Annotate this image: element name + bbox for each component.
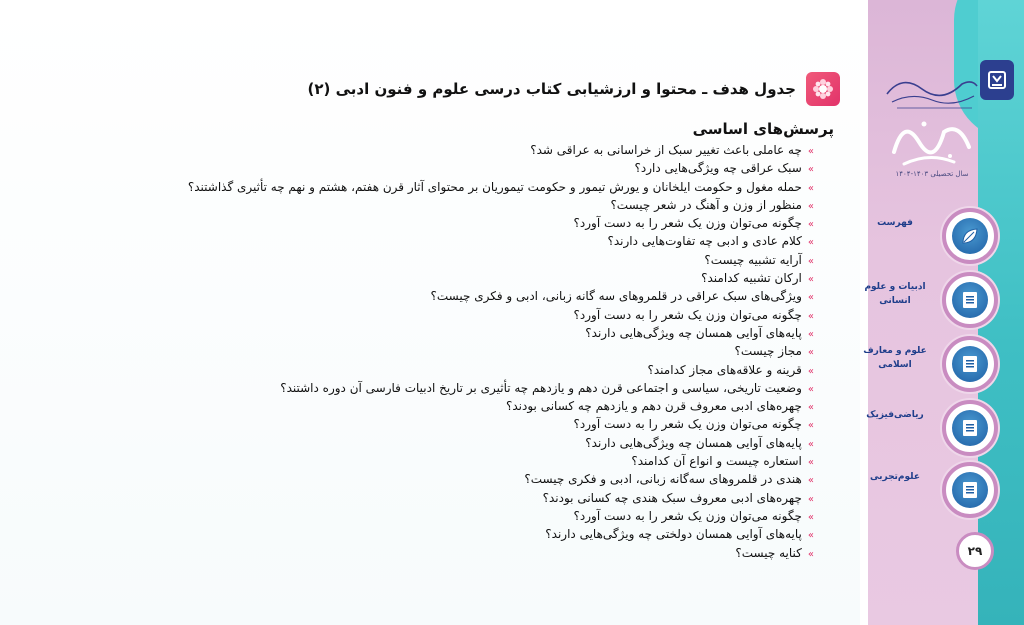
list-item: »منظور از وزن و آهنگ در شعر چیست؟: [610, 197, 814, 212]
page-header: [300, 69, 840, 109]
organization-logo-icon: [882, 64, 982, 114]
bullet-icon: »: [807, 164, 814, 176]
nav-item-label: فهرست: [877, 218, 913, 228]
list-item: »آرایه تشبیه چیست؟: [704, 252, 814, 267]
calligraphy-logo-icon: [884, 112, 980, 174]
nav-item-math-physics[interactable]: [858, 400, 1024, 456]
nav-item-islamic-studies[interactable]: [858, 336, 1024, 392]
list-item: »کنایه چیست؟: [735, 545, 814, 560]
bullet-icon: »: [807, 310, 814, 322]
list-item: »چگونه می‌توان وزن یک شعر را به دست آورد؟: [573, 307, 814, 322]
bullet-icon: »: [807, 200, 814, 212]
list-item: »مجاز چیست؟: [734, 344, 814, 359]
bullet-icon: »: [807, 328, 814, 340]
flower-badge-icon: [806, 72, 840, 106]
bullet-icon: »: [807, 255, 814, 267]
bullet-icon: »: [807, 420, 814, 432]
book-icon: [952, 472, 988, 508]
bullet-icon: »: [807, 237, 814, 249]
school-year-label: سال تحصیلی ۱۴۰۳-۱۴۰۴: [895, 170, 969, 178]
list-item: »پایه‌های آوایی همسان چه ویژگی‌هایی دارند؟: [585, 435, 814, 450]
bullet-icon: »: [807, 530, 814, 542]
list-item: »چگونه می‌توان وزن یک شعر را به دست آورد؟: [573, 508, 814, 523]
ministry-logo-icon: [980, 60, 1014, 100]
section-title: پرسش‌های اساسی: [692, 120, 834, 138]
bullet-icon: »: [807, 219, 814, 231]
list-item: »چهره‌های ادبی معروف قرن دهم و یازدهم چه کسانی بودند؟: [505, 399, 814, 414]
nav-item-label: علوم‌تجربی: [869, 472, 920, 482]
nav-item-contents[interactable]: [858, 208, 1024, 264]
nav-item-label: ادبیات و علوم انسانی: [864, 282, 926, 306]
page-title: جدول هدف ـ محتوا و ارزشیابی کتاب درسی علوم و فنون ادبی (۲): [307, 80, 796, 98]
list-item: »چهره‌های ادبی معروف سبک هندی چه کسانی بودند؟: [542, 490, 814, 505]
bullet-icon: »: [807, 274, 814, 286]
list-item: »چگونه می‌توان وزن یک شعر را به دست آورد؟: [573, 216, 814, 231]
bullet-icon: »: [807, 511, 814, 523]
list-item: »ویژگی‌های سبک عراقی در قلمروهای سه گانه زبانی، ادبی و فکری چیست؟: [430, 289, 814, 304]
nav-item-experimental-sciences[interactable]: [858, 462, 1024, 518]
bullet-icon: »: [807, 146, 814, 157]
list-item: »استعاره چیست و انواع آن کدامند؟: [631, 454, 814, 469]
page-number-badge: [956, 532, 994, 570]
book-icon: [952, 282, 988, 318]
list-item: »سبک عراقی چه ویژگی‌هایی دارد؟: [634, 161, 814, 176]
list-item: »هندی در قلمروهای سه‌گانه زبانی، ادبی و فکری چیست؟: [524, 472, 814, 487]
nav-item-label: علوم و معارف اسلامی: [863, 346, 927, 370]
book-icon: [952, 346, 988, 382]
bullet-icon: »: [807, 383, 814, 395]
bullet-icon: »: [807, 438, 814, 450]
bullet-icon: »: [807, 493, 814, 505]
nav-item-label: ریاضی‌فیزیک: [866, 410, 924, 420]
bullet-icon: »: [807, 292, 814, 304]
bullet-icon: »: [807, 548, 814, 560]
list-item: »وضعیت تاریخی، سیاسی و اجتماعی قرن دهم و یازدهم چه تأثیری بر تاریخ ادبیات فارسی آن دوره داشتند؟: [280, 380, 814, 395]
bullet-icon: »: [807, 182, 814, 194]
page-number: ۲۹: [967, 544, 983, 558]
bullet-icon: »: [807, 475, 814, 487]
nav-item-humanities[interactable]: [858, 272, 1024, 328]
list-item: »پایه‌های آوایی همسان دولختی چه ویژگی‌هایی دارند؟: [545, 527, 814, 542]
bullet-icon: »: [807, 402, 814, 414]
book-icon: [952, 410, 988, 446]
leaf-icon: [952, 218, 988, 254]
list-item: »قرینه و علاقه‌های مجاز کدامند؟: [647, 362, 814, 377]
list-item: »چه عاملی باعث تغییر سبک از خراسانی به عراقی شد؟: [530, 143, 814, 157]
bullet-icon: »: [807, 457, 814, 469]
list-item: »پایه‌های آوایی همسان چه ویژگی‌هایی دارند؟: [585, 325, 814, 340]
bullet-icon: »: [807, 347, 814, 359]
list-item: »کلام عادی و ادبی چه تفاوت‌هایی دارند؟: [607, 234, 814, 249]
bullet-icon: »: [807, 365, 814, 377]
sidebar: [858, 0, 1024, 625]
list-item: »ارکان تشبیه کدامند؟: [701, 271, 814, 286]
question-list: [134, 141, 814, 562]
list-item: »چگونه می‌توان وزن یک شعر را به دست آورد؟: [573, 417, 814, 432]
list-item: »حمله مغول و حکومت ایلخانان و یورش تیمور و حکومت تیموریان بر محتوای آثار قرن هفتم، هشتم و نهم چه تأثیری گذاشتند؟: [187, 179, 814, 194]
